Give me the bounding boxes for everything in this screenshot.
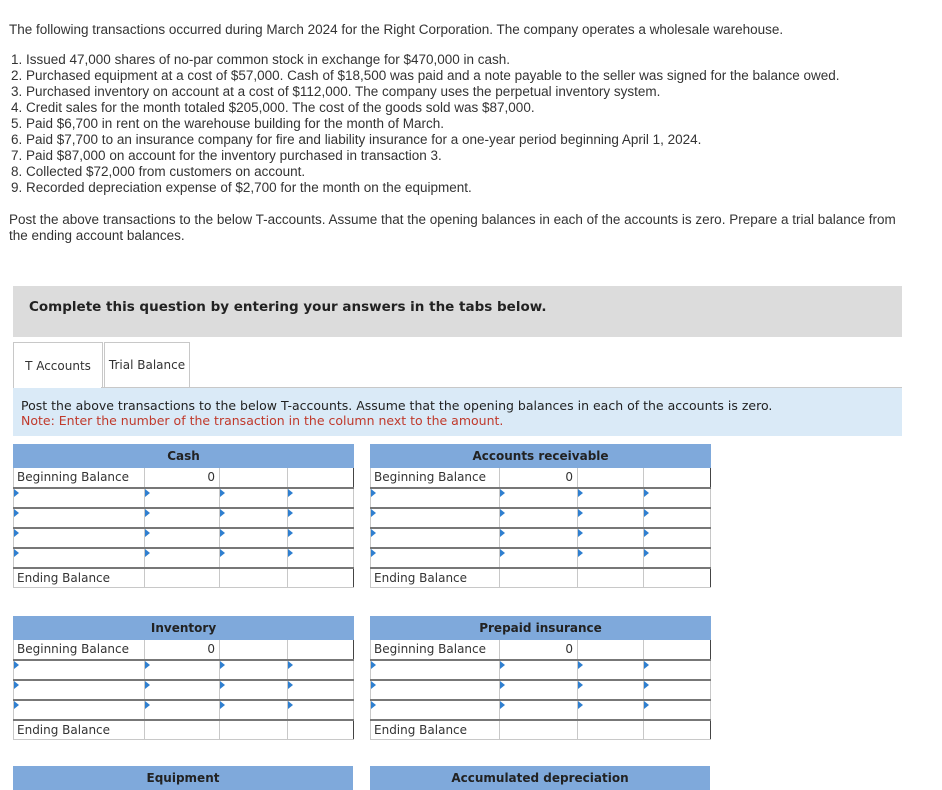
debit-amount-input[interactable] — [145, 488, 220, 508]
account-title: Inventory — [14, 617, 354, 640]
t-account-cash — [13, 444, 354, 588]
credit-amount-input[interactable] — [644, 680, 711, 700]
problem-text — [9, 22, 909, 244]
debit-ref-input[interactable] — [14, 488, 145, 508]
transaction-item: 5. Paid $6,700 in rent on the warehouse building for the month of March. — [11, 116, 445, 131]
credit-amount-input[interactable] — [288, 700, 354, 720]
credit-ref-input[interactable] — [220, 548, 288, 568]
credit-amount-input[interactable] — [288, 660, 354, 680]
account-title: Accounts receivable — [371, 445, 711, 468]
transaction-item: 6. Paid $7,700 to an insurance company for fire and liability insurance for a one-year period beginning April 1, 2024. — [11, 132, 702, 147]
credit-amount-input[interactable] — [644, 508, 711, 528]
credit-amount-input[interactable] — [644, 528, 711, 548]
ending-balance-input[interactable] — [145, 720, 220, 740]
credit-ref-input[interactable] — [578, 548, 644, 568]
debit-ref-input[interactable] — [14, 548, 145, 568]
ending-balance-label: Ending Balance — [371, 720, 500, 740]
tab-t-accounts[interactable]: T Accounts — [13, 342, 103, 389]
credit-amount-input[interactable] — [644, 700, 711, 720]
debit-ref-input[interactable] — [14, 508, 145, 528]
beginning-balance-label: Beginning Balance — [371, 640, 500, 660]
debit-amount-input[interactable] — [500, 488, 578, 508]
debit-amount-input[interactable] — [500, 508, 578, 528]
credit-ref-input[interactable] — [578, 528, 644, 548]
problem-lead: The following transactions occurred during March 2024 for the Right Corporation. The company operates a wholesale warehouse. — [9, 22, 784, 37]
debit-amount-input[interactable] — [500, 700, 578, 720]
transaction-item: 2. Purchased equipment at a cost of $57,000. Cash of $18,500 was paid and a note payable to the seller was signed for the balance owed. — [11, 68, 840, 83]
opening-balance: 0 — [145, 640, 220, 660]
question-banner — [13, 286, 902, 337]
debit-ref-input[interactable] — [14, 660, 145, 680]
credit-amount-input[interactable] — [644, 488, 711, 508]
credit-ref-input[interactable] — [220, 488, 288, 508]
debit-amount-input[interactable] — [145, 700, 220, 720]
ending-balance-input[interactable] — [145, 568, 220, 588]
beginning-balance-label: Beginning Balance — [14, 640, 145, 660]
debit-ref-input[interactable] — [371, 508, 500, 528]
debit-amount-input[interactable] — [145, 680, 220, 700]
credit-ref-input[interactable] — [220, 660, 288, 680]
credit-amount-input[interactable] — [288, 528, 354, 548]
credit-amount-input[interactable] — [288, 508, 354, 528]
transaction-item: 7. Paid $87,000 on account for the inventory purchased in transaction 3. — [11, 148, 442, 163]
beginning-balance-label: Beginning Balance — [14, 468, 145, 488]
debit-amount-input[interactable] — [500, 548, 578, 568]
credit-ref-input[interactable] — [578, 508, 644, 528]
debit-ref-input[interactable] — [14, 700, 145, 720]
transaction-item: 8. Collected $72,000 from customers on account. — [11, 164, 306, 179]
account-title: Prepaid insurance — [371, 617, 711, 640]
credit-ref-input[interactable] — [578, 680, 644, 700]
ending-balance-label: Ending Balance — [14, 720, 145, 740]
debit-amount-input[interactable] — [145, 548, 220, 568]
opening-balance: 0 — [500, 468, 578, 488]
debit-ref-input[interactable] — [371, 488, 500, 508]
debit-ref-input[interactable] — [371, 680, 500, 700]
transaction-item: 9. Recorded depreciation expense of $2,700 for the month on the equipment. — [11, 180, 472, 195]
debit-amount-input[interactable] — [500, 528, 578, 548]
instruction-text: Post the above transactions to the below T-accounts. Assume that the opening balances in each of the accounts is zero. — [21, 398, 773, 413]
ending-balance-input[interactable] — [500, 720, 578, 740]
debit-amount-input[interactable] — [145, 508, 220, 528]
t-account-equipment — [13, 766, 353, 790]
transaction-item: 4. Credit sales for the month totaled $205,000. The cost of the goods sold was $87,000. — [11, 100, 535, 115]
opening-balance: 0 — [500, 640, 578, 660]
credit-amount-input[interactable] — [644, 548, 711, 568]
t-account-inventory — [13, 616, 354, 740]
debit-ref-input[interactable] — [371, 548, 500, 568]
ending-balance-label: Ending Balance — [14, 568, 145, 588]
beginning-balance-label: Beginning Balance — [371, 468, 500, 488]
banner-text: Complete this question by entering your answers in the tabs below. — [29, 299, 547, 315]
instruction-panel — [13, 388, 902, 436]
debit-amount-input[interactable] — [500, 660, 578, 680]
debit-ref-input[interactable] — [14, 528, 145, 548]
account-title: Cash — [14, 445, 354, 468]
debit-amount-input[interactable] — [500, 680, 578, 700]
debit-ref-input[interactable] — [14, 680, 145, 700]
credit-amount-input[interactable] — [288, 548, 354, 568]
credit-ref-input[interactable] — [220, 508, 288, 528]
account-title: Equipment — [14, 767, 353, 790]
debit-ref-input[interactable] — [371, 528, 500, 548]
post-instructions: Post the above transactions to the below T-accounts. Assume that the opening balances in each of the accounts is zero. Prepare a trial balance from the ending account balances. — [9, 212, 896, 243]
credit-amount-input[interactable] — [288, 488, 354, 508]
credit-ref-input[interactable] — [220, 700, 288, 720]
instruction-note: Note: Enter the number of the transaction in the column next to the amount. — [21, 413, 504, 428]
credit-ref-input[interactable] — [578, 700, 644, 720]
credit-ref-input[interactable] — [220, 680, 288, 700]
credit-amount-input[interactable] — [644, 660, 711, 680]
credit-ref-input[interactable] — [578, 660, 644, 680]
debit-amount-input[interactable] — [145, 528, 220, 548]
ending-balance-label: Ending Balance — [371, 568, 500, 588]
t-account-accounts-receivable — [370, 444, 711, 588]
tab-trial-balance[interactable]: Trial Balance — [104, 342, 190, 388]
ending-balance-input[interactable] — [500, 568, 578, 588]
account-title: Accumulated depreciation — [371, 767, 710, 790]
opening-balance: 0 — [145, 468, 220, 488]
credit-amount-input[interactable] — [288, 680, 354, 700]
debit-ref-input[interactable] — [371, 700, 500, 720]
transaction-item: 1. Issued 47,000 shares of no-par common stock in exchange for $470,000 in cash. — [11, 52, 511, 67]
debit-amount-input[interactable] — [145, 660, 220, 680]
transaction-list — [9, 52, 909, 196]
debit-ref-input[interactable] — [371, 660, 500, 680]
transaction-item: 3. Purchased inventory on account at a cost of $112,000. The company uses the perpetual inventory system. — [11, 84, 661, 99]
credit-ref-input[interactable] — [578, 488, 644, 508]
credit-ref-input[interactable] — [220, 528, 288, 548]
t-account-prepaid-insurance — [370, 616, 711, 740]
t-account-accumulated-depreciation — [370, 766, 710, 790]
